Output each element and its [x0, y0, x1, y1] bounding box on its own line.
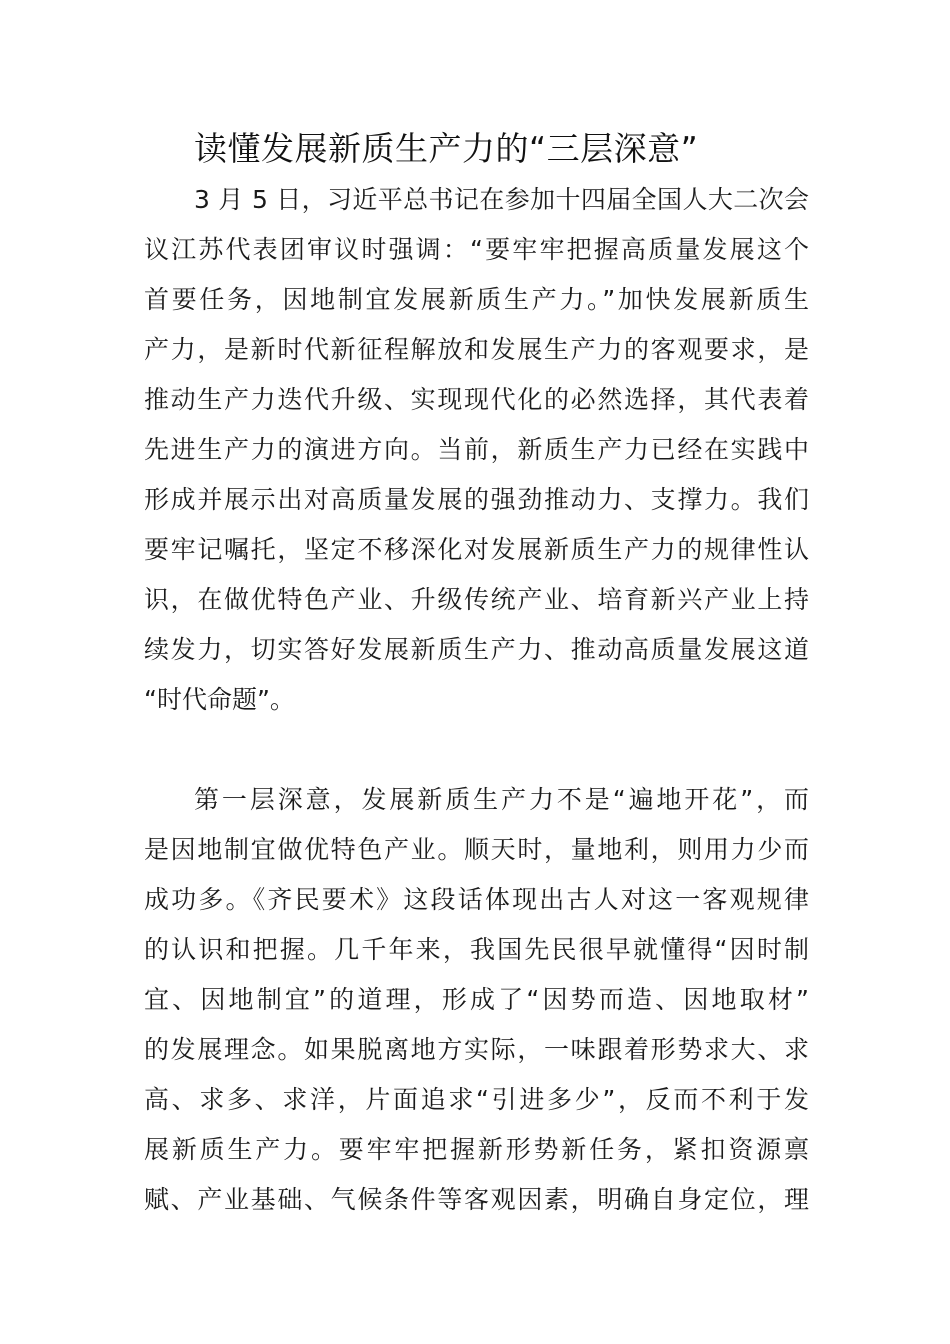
paragraph-1-line-8: 要牢记嘱托，坚定不移深化对发展新质生产力的规律性认	[144, 535, 809, 564]
paragraph-2	[144, 775, 809, 1225]
paragraph-1-line-7: 形成并展示出对高质量发展的强劲推动力、支撑力。我们	[144, 485, 809, 514]
paragraph-1-line-6: 先进生产力的演进方向。当前，新质生产力已经在实践中	[144, 435, 809, 464]
paragraph-2-line-7: 高、求多、求洋，片面追求“引进多少”，反而不利于发	[144, 1085, 809, 1114]
paragraph-2-line-8: 展新质生产力。要牢牢把握新形势新任务，紧扣资源禀	[144, 1135, 809, 1164]
paragraph-1-line-3: 首要任务，因地制宜发展新质生产力。”加快发展新质生	[144, 285, 809, 314]
paragraph-1-line-9: 识，在做优特色产业、升级传统产业、培育新兴产业上持	[144, 585, 809, 614]
paragraph-1-line-4: 产力，是新时代新征程解放和发展生产力的客观要求，是	[144, 335, 809, 364]
paragraph-1-line-5: 推动生产力迭代升级、实现现代化的必然选择，其代表着	[144, 385, 809, 414]
paragraph-1-line-11: “时代命题”。	[144, 685, 295, 714]
paragraph-2-line-3: 成功多。《齐民要术》这段话体现出古人对这一客观规律	[144, 885, 809, 914]
paragraph-1-line-10: 续发力，切实答好发展新质生产力、推动高质量发展这道	[144, 635, 809, 664]
paragraph-2-line-2: 是因地制宜做优特色产业。顺天时，量地利，则用力少而	[144, 835, 809, 864]
paragraph-1-line-2: 议江苏代表团审议时强调：“要牢牢把握高质量发展这个	[144, 235, 809, 264]
paragraph-1-line-1: 3 月 5 日，习近平总书记在参加十四届全国人大二次会	[194, 185, 809, 214]
paragraph-2-line-6: 的发展理念。如果脱离地方实际，一味跟着形势求大、求	[144, 1035, 809, 1064]
paragraph-2-line-1: 第一层深意，发展新质生产力不是“遍地开花”，而	[194, 785, 809, 814]
paragraph-2-line-9: 赋、产业基础、气候条件等客观因素，明确自身定位，理	[144, 1185, 809, 1214]
paragraph-2-line-5: 宜、因地制宜”的道理，形成了“因势而造、因地取材”	[144, 985, 809, 1014]
paragraph-1	[144, 175, 809, 725]
paragraph-2-line-4: 的认识和把握。几千年来，我国先民很早就懂得“因时制	[144, 935, 809, 964]
document-title: 读懂发展新质生产力的“三层深意”	[194, 129, 699, 168]
